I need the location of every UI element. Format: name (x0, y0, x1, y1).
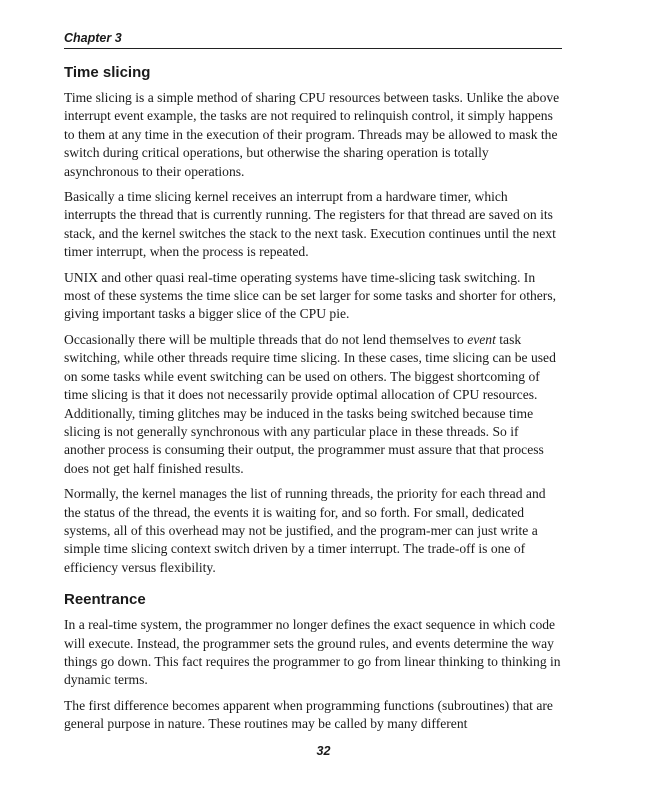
page-body (64, 30, 562, 741)
paragraph: Time slicing is a simple method of sharing CPU resources between tasks. Unlike the above interrupt event example, the tasks are not required to relinquish control, it simply happens to them at any time in the execution of their program. Threads may be allowed to mask the switch during critical operations, but otherwise the sharing operation is totally asynchronous to their operations. (64, 90, 560, 179)
emphasis-event: event (467, 331, 496, 347)
paragraph: Normally, the kernel manages the list of running threads, the priority for each thread and the status of the thread, the events it is waiting for, and so forth. For small, dedicated systems, all of this overhead may not be justified, and the program-mer can just write a simple time slicing context switch driven by a timer interrupt. The trade-off is one of efficiency versus flexibility. (64, 486, 546, 575)
page-number: 32 (316, 744, 331, 758)
paragraph: In a real-time system, the programmer no longer defines the exact sequence in which code will execute. Instead, the programmer sets the ground rules, and events determine the way things go down. This fact requires the programmer to go from linear thinking to thinking in dynamic terms. (64, 617, 561, 688)
paragraph: The first difference becomes apparent when programming functions (subroutines) that are general purpose in nature. These routines may be called by many different (64, 697, 553, 732)
paragraph: UNIX and other quasi real-time operating systems have time-slicing task switching. In most of these systems the time slice can be set larger for some tasks and shorter for others, giving important tasks a bigger slice of the CPU pie. (64, 269, 557, 322)
paragraph-text-after: task switching, while other threads require time slicing. In these cases, time slicing can be used on some tasks while event switching can be used on others. The biggest shortcoming of time slicing is that it does not necessarily provide optimal allocation of CPU resources. Additionally, timing glitches may be induced in the tasks being switched because time slicing is not generally synchronous with any particular place in these threads. So if another process is consuming their output, the programmer must assure that that process does not get half finished results. (64, 331, 556, 476)
paragraph: Basically a time slicing kernel receives an interrupt from a hardware timer, which interrupts the thread that is currently running. The registers for that thread are saved on its stack, and the kernel switches the stack to the next task. Execution continues until the next timer interrupt, when the process is repeated. (64, 189, 556, 260)
section-heading-reentrance: Reentrance (64, 591, 146, 609)
section-heading-time-slicing: Time slicing (64, 64, 151, 81)
paragraph-with-emphasis (64, 331, 562, 478)
running-head-chapter: Chapter 3 (64, 30, 562, 49)
paragraph-text-before: Occasionally there will be multiple threads that do not lend themselves to (64, 331, 468, 347)
